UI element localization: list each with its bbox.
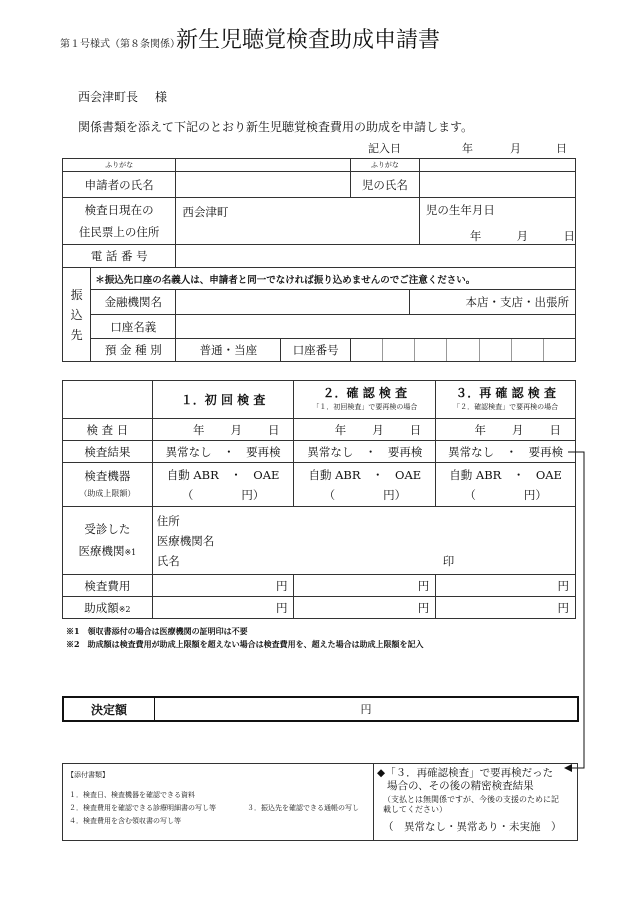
exam-date-1-month: 月 bbox=[230, 422, 242, 437]
exam-device-3-options[interactable]: 自動 ABR ・ OAE bbox=[449, 467, 562, 482]
followup-line3: （支払とは無関係ですが、今後の支援のために記 bbox=[383, 795, 559, 804]
applicant-name-field[interactable] bbox=[176, 172, 351, 198]
child-furigana-label: ふりがな bbox=[351, 159, 420, 172]
account-no-digit[interactable] bbox=[351, 339, 383, 361]
addressee-suffix: 様 bbox=[155, 90, 168, 104]
birth-date-fields bbox=[426, 228, 575, 244]
decision-box bbox=[62, 696, 579, 722]
account-no-digit[interactable] bbox=[480, 339, 512, 361]
followup-line2: 場合の、その後の精密検査結果 bbox=[387, 780, 534, 792]
entry-date-day[interactable]: 日 bbox=[556, 142, 567, 155]
subsidy-1[interactable]: 円 bbox=[152, 597, 294, 619]
limit-yen: 円 bbox=[383, 487, 395, 502]
account-name-field[interactable] bbox=[176, 315, 576, 339]
followup-result-options[interactable]: （ 異常なし・異常あり・未実施 ） bbox=[383, 821, 562, 833]
account-no-digit[interactable] bbox=[512, 339, 544, 361]
deposit-type-cell[interactable] bbox=[176, 339, 351, 362]
attachments-divider bbox=[373, 764, 374, 840]
limit-close: ） bbox=[535, 487, 547, 502]
account-no-digit[interactable] bbox=[544, 339, 575, 361]
followup-arrow bbox=[560, 440, 600, 780]
entry-date-year[interactable]: 年 bbox=[462, 142, 473, 155]
col2-header bbox=[294, 381, 436, 419]
clinic-label-line1: 受診した bbox=[84, 521, 131, 536]
exam-device-3[interactable] bbox=[436, 463, 576, 507]
deposit-type-label: 預 金 種 別 bbox=[91, 339, 176, 362]
transfer-side-1: 振 bbox=[70, 287, 83, 302]
exam-result-label: 検査結果 bbox=[63, 441, 153, 463]
intro-text: 関係書類を添えて下記のとおり新生児聴覚検査費用の助成を申請します。 bbox=[78, 120, 474, 134]
exam-result-3[interactable]: 異常なし ・ 要再検 bbox=[436, 441, 576, 463]
clinic-person-label: 氏名 bbox=[156, 553, 180, 568]
birth-day: 日 bbox=[563, 229, 575, 243]
address-field[interactable] bbox=[176, 198, 419, 245]
exam-result-2[interactable]: 異常なし ・ 要再検 bbox=[294, 441, 436, 463]
account-no-digit[interactable] bbox=[415, 339, 447, 361]
cost-2[interactable]: 円 bbox=[294, 575, 436, 597]
transfer-side-2: 込 bbox=[70, 307, 83, 322]
account-no-boxes[interactable] bbox=[351, 339, 576, 362]
exam-header-blank bbox=[63, 381, 153, 419]
clinic-label-cell bbox=[63, 507, 153, 575]
exam-date-3-year: 年 bbox=[474, 422, 486, 437]
cost-1[interactable]: 円 bbox=[152, 575, 294, 597]
limit-open: （ bbox=[181, 487, 194, 502]
branch-options[interactable]: 本店・支店・出張所 bbox=[410, 290, 576, 315]
exam-device-2-limit bbox=[294, 485, 435, 505]
exam-date-2-day: 日 bbox=[409, 422, 422, 437]
clinic-mark: ※1 bbox=[124, 547, 137, 557]
limit-yen: 円 bbox=[241, 487, 253, 502]
col2-subtitle: 「１．初回検査」で要再検の場合 bbox=[312, 402, 418, 411]
child-furigana-field[interactable] bbox=[419, 159, 575, 172]
address-label-line2: 住民票上の住所 bbox=[78, 225, 160, 239]
transfer-notice: ＊振込先口座の名義人は、申請者と同一でなければ振り込めませんのでご注意ください。 bbox=[91, 268, 576, 290]
subsidy-label: 助成額 bbox=[84, 600, 119, 615]
col3-title: ３．再 確 認 検 査 bbox=[455, 385, 556, 400]
child-name-label: 児の氏名 bbox=[351, 172, 420, 198]
exam-date-1-year: 年 bbox=[192, 422, 205, 437]
followup-line1: ◆「３．再確認検査」で要再検だった bbox=[377, 767, 554, 779]
phone-label: 電 話 番 号 bbox=[63, 245, 176, 268]
exam-device-1-limit bbox=[153, 485, 294, 505]
followup-line4: 載してください） bbox=[383, 805, 447, 814]
birth-month: 月 bbox=[516, 229, 529, 243]
col1-title: １．初 回 検 査 bbox=[152, 381, 294, 419]
exam-device-3-limit bbox=[436, 485, 575, 505]
account-no-label: 口座番号 bbox=[292, 343, 339, 357]
col3-subtitle: 「２．確認検査」で要再検の場合 bbox=[453, 402, 559, 411]
attachment-item-3: ３．振込先を確認できる通帳の写し bbox=[247, 804, 359, 812]
exam-table bbox=[62, 380, 576, 619]
birth-date-cell[interactable] bbox=[419, 198, 575, 245]
exam-date-2[interactable] bbox=[294, 419, 436, 441]
decision-label: 決定額 bbox=[64, 698, 155, 720]
exam-device-1-options[interactable]: 自動 ABR ・ OAE bbox=[166, 467, 280, 482]
cost-label: 検査費用 bbox=[63, 575, 153, 597]
exam-date-1[interactable] bbox=[152, 419, 294, 441]
transfer-side-3: 先 bbox=[70, 327, 83, 342]
attachments-box bbox=[62, 763, 578, 841]
exam-device-2-options[interactable]: 自動 ABR ・ OAE bbox=[308, 467, 422, 482]
applicant-name-label: 申請者の氏名 bbox=[63, 172, 176, 198]
subsidy-2[interactable]: 円 bbox=[294, 597, 436, 619]
exam-date-2-year: 年 bbox=[334, 422, 347, 437]
applicant-table bbox=[62, 158, 576, 362]
clinic-name-label: 医療機関名 bbox=[156, 533, 215, 548]
subsidy-label-cell bbox=[63, 597, 153, 619]
address-label bbox=[63, 198, 176, 245]
decision-amount-field[interactable]: 円 bbox=[360, 703, 372, 716]
page-title: 新生児聴覚検査助成申請書 bbox=[176, 28, 441, 53]
child-name-field[interactable] bbox=[419, 172, 575, 198]
clinic-seal-mark: 印 bbox=[442, 554, 455, 568]
exam-date-3-month: 月 bbox=[512, 422, 524, 437]
col2-title: ２．確 認 検 査 bbox=[322, 385, 408, 400]
furigana-label: ふりがな bbox=[63, 159, 176, 172]
limit-open: （ bbox=[323, 487, 336, 502]
address-label-line1: 検査日現在の bbox=[84, 203, 154, 217]
exam-result-1[interactable]: 異常なし ・ 要再検 bbox=[152, 441, 294, 463]
col3-header bbox=[436, 381, 576, 419]
exam-date-3-day: 日 bbox=[549, 422, 561, 437]
clinic-info-cell[interactable] bbox=[152, 507, 575, 575]
attachment-item-1: １．検査日、検査機器を確認できる資料 bbox=[69, 791, 195, 799]
limit-close: ） bbox=[252, 487, 265, 502]
account-no-digit[interactable] bbox=[383, 339, 415, 361]
address-prefix: 西会津町 bbox=[182, 205, 229, 219]
subsidy-mark: ※2 bbox=[118, 604, 131, 614]
account-no-digit[interactable] bbox=[447, 339, 479, 361]
account-name-label: 口座名義 bbox=[91, 315, 176, 339]
entry-date-month[interactable]: 月 bbox=[510, 142, 521, 155]
limit-close: ） bbox=[394, 487, 407, 502]
exam-device-2[interactable] bbox=[294, 463, 436, 507]
birth-date-label: 児の生年月日 bbox=[425, 203, 495, 217]
limit-yen: 円 bbox=[523, 487, 536, 502]
bank-field[interactable] bbox=[176, 290, 410, 315]
bank-label: 金融機関名 bbox=[91, 290, 176, 315]
exam-date-2-month: 月 bbox=[372, 422, 384, 437]
form-number: 第１号様式（第８条関係） bbox=[60, 39, 180, 50]
attachment-item-2: ２．検査費用を確認できる診療明細書の写し等 bbox=[69, 804, 216, 812]
attachment-item-4: ４．検査費用を含む領収書の写し等 bbox=[69, 817, 181, 825]
exam-date-1-day: 日 bbox=[267, 422, 280, 437]
exam-date-3[interactable] bbox=[436, 419, 576, 441]
limit-open: （ bbox=[464, 487, 476, 502]
subsidy-3[interactable]: 円 bbox=[436, 597, 576, 619]
exam-device-1[interactable] bbox=[152, 463, 294, 507]
note-1: ※1 領収書添付の場合は医療機関の証明印は不要 bbox=[66, 626, 248, 636]
cost-3[interactable]: 円 bbox=[436, 575, 576, 597]
entry-date-label: 記入日 bbox=[368, 142, 401, 155]
exam-device-label-cell bbox=[63, 463, 153, 507]
applicant-furigana-field[interactable] bbox=[176, 159, 351, 172]
note-2: ※2 助成額は検査費用が助成上限額を超えない場合は検査費用を、超えた場合は助成上限額を記入 bbox=[66, 639, 424, 649]
clinic-address-label: 住所 bbox=[156, 513, 180, 528]
birth-year: 年 bbox=[469, 229, 482, 243]
addressee-name: 西会津町長 bbox=[78, 90, 139, 104]
exam-device-label: 検査機器 bbox=[84, 468, 131, 483]
exam-device-sublabel: （助成上限額） bbox=[79, 488, 136, 498]
deposit-type-options[interactable]: 普通・当座 bbox=[176, 339, 281, 361]
attachments-title: 【添付書類】 bbox=[67, 771, 109, 779]
clinic-label-line2: 医療機関 bbox=[78, 543, 125, 558]
exam-date-label: 検 査 日 bbox=[63, 419, 153, 441]
transfer-side-label bbox=[63, 268, 91, 362]
phone-field[interactable] bbox=[176, 245, 576, 268]
